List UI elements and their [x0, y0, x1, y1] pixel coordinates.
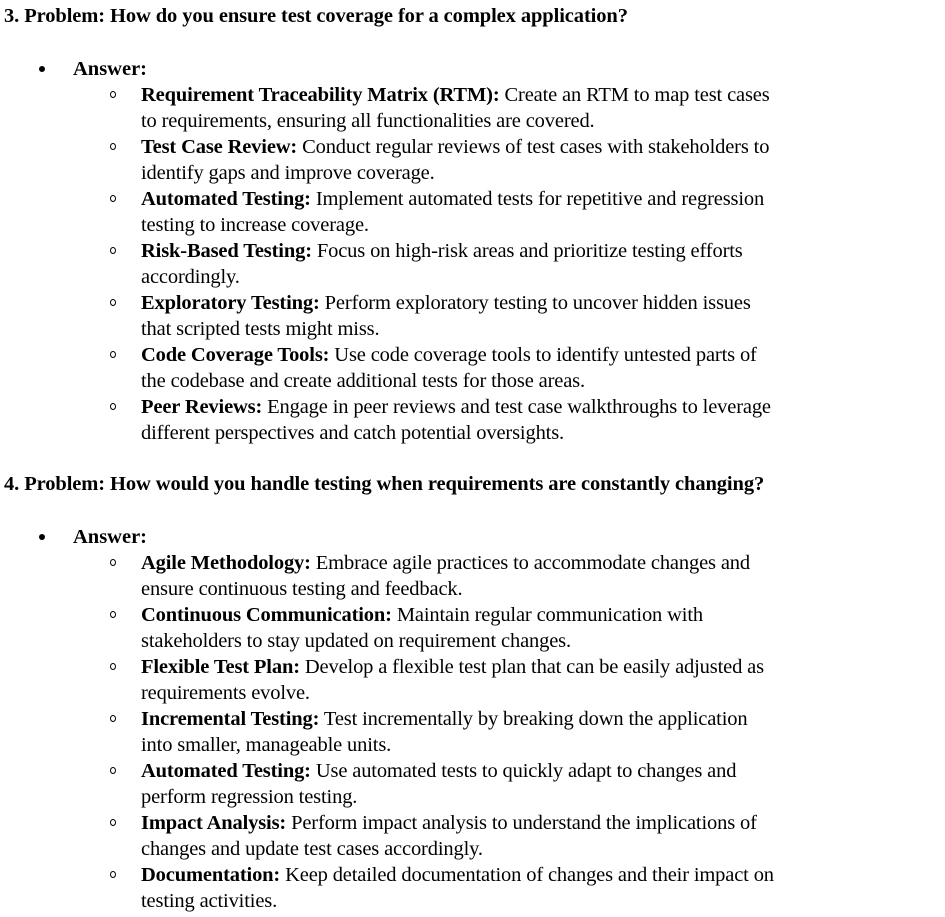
circle-bullet-icon: [110, 663, 116, 670]
list-item-text: [141, 862, 861, 914]
list-item-desc-cont: testing activities.: [141, 890, 278, 912]
list-item-desc-cont: to requirements, ensuring all functionalities are covered.: [141, 110, 595, 132]
list-item-text: [141, 186, 861, 238]
list-item: [0, 82, 945, 134]
circle-bullet-icon: [110, 767, 116, 774]
circle-bullet-icon: [110, 611, 116, 618]
list-item-desc-cont: that scripted tests might miss.: [141, 318, 380, 340]
list-item-desc: Use automated tests to quickly adapt to changes and: [310, 760, 737, 782]
list-item-desc-cont: stakeholders to stay updated on requirement changes.: [141, 630, 571, 652]
list-item-text: [141, 342, 861, 394]
list-item-text: [141, 238, 861, 290]
list-item: [0, 758, 945, 810]
bullet-disc-icon: [39, 534, 45, 540]
list-item-text: [141, 758, 861, 810]
list-item-term: Documentation:: [141, 864, 281, 886]
list-item-desc: Focus on high-risk areas and prioritize testing efforts: [311, 240, 743, 262]
list-item-desc: Use code coverage tools to identify untested parts of: [329, 344, 757, 366]
list-item: [0, 186, 945, 238]
list-item: [0, 394, 945, 446]
answer-label: Answer:: [73, 526, 148, 548]
list-item-desc-cont: the codebase and create additional tests for those areas.: [141, 370, 585, 392]
list-item-text: [141, 290, 861, 342]
circle-bullet-icon: [110, 299, 116, 306]
problem-heading: 3. Problem: How do you ensure test coverage for a complex application?: [4, 5, 628, 27]
answer-row: [0, 525, 945, 551]
list-item: [0, 342, 945, 394]
list-item: [0, 654, 945, 706]
list-item-desc-cont: perform regression testing.: [141, 786, 358, 808]
list-item-desc: Test incrementally by breaking down the application: [319, 708, 748, 730]
list-item-text: [141, 602, 861, 654]
list-item-term: Automated Testing:: [141, 188, 311, 210]
list-item-desc-cont: accordingly.: [141, 266, 240, 288]
circle-bullet-icon: [110, 247, 116, 254]
list-item-desc: Conduct regular reviews of test cases with stakeholders to: [297, 136, 770, 158]
list-item-term: Continuous Communication:: [141, 604, 392, 626]
list-item-term: Incremental Testing:: [141, 708, 320, 730]
list-item-text: [141, 82, 861, 134]
circle-bullet-icon: [110, 91, 116, 98]
circle-bullet-icon: [110, 559, 116, 566]
list-item-desc: Create an RTM to map test cases: [499, 84, 770, 106]
list-item: [0, 238, 945, 290]
circle-bullet-icon: [110, 195, 116, 202]
list-item-desc: Engage in peer reviews and test case walkthroughs to leverage: [262, 396, 771, 418]
list-item: [0, 810, 945, 862]
list-item-desc: Perform exploratory testing to uncover hidden issues: [319, 292, 751, 314]
list-item-term: Flexible Test Plan:: [141, 656, 300, 678]
list-item-desc: Keep detailed documentation of changes and their impact on: [280, 864, 774, 886]
list-item-term: Agile Methodology:: [141, 552, 311, 574]
list-item-desc: Maintain regular communication with: [391, 604, 703, 626]
list-item-term: Risk-Based Testing:: [141, 240, 312, 262]
circle-bullet-icon: [110, 819, 116, 826]
list-item-desc-cont: identify gaps and improve coverage.: [141, 162, 435, 184]
list-item: [0, 134, 945, 186]
circle-bullet-icon: [110, 351, 116, 358]
list-item-term: Code Coverage Tools:: [141, 344, 330, 366]
list-item-desc-cont: requirements evolve.: [141, 682, 310, 704]
list-item-desc: Develop a flexible test plan that can be easily adjusted as: [299, 656, 764, 678]
list-item-term: Peer Reviews:: [141, 396, 263, 418]
circle-bullet-icon: [110, 143, 116, 150]
answer-label: Answer:: [73, 58, 148, 80]
list-item-text: [141, 706, 861, 758]
list-item: [0, 550, 945, 602]
list-item-term: Automated Testing:: [141, 760, 311, 782]
list-item-term: Requirement Traceability Matrix (RTM):: [141, 84, 500, 106]
list-item-desc: Embrace agile practices to accommodate changes and: [310, 552, 750, 574]
list-item-desc: Implement automated tests for repetitive and regression: [310, 188, 765, 210]
list-item-desc: Perform impact analysis to understand the implications of: [286, 812, 757, 834]
list-item-text: [141, 134, 861, 186]
list-item-term: Test Case Review:: [141, 136, 298, 158]
circle-bullet-icon: [110, 715, 116, 722]
list-item-text: [141, 394, 861, 446]
list-item: [0, 706, 945, 758]
list-item-desc-cont: testing to increase coverage.: [141, 214, 369, 236]
list-item-desc-cont: changes and update test cases accordingly.: [141, 838, 483, 860]
list-item-text: [141, 654, 861, 706]
bullet-disc-icon: [39, 66, 45, 72]
circle-bullet-icon: [110, 871, 116, 878]
answer-row: [0, 57, 945, 83]
list-item: [0, 862, 945, 914]
list-item-desc-cont: into smaller, manageable units.: [141, 734, 392, 756]
list-item-text: [141, 810, 861, 862]
list-item: [0, 602, 945, 654]
list-item-desc-cont: different perspectives and catch potential oversights.: [141, 422, 565, 444]
list-item-term: Exploratory Testing:: [141, 292, 320, 314]
list-item-term: Impact Analysis:: [141, 812, 287, 834]
answer-list: [0, 550, 945, 914]
circle-bullet-icon: [110, 403, 116, 410]
answer-list: [0, 82, 945, 446]
list-item: [0, 290, 945, 342]
problem-heading: 4. Problem: How would you handle testing when requirements are constantly changing?: [4, 473, 765, 495]
list-item-text: [141, 550, 861, 602]
list-item-desc-cont: ensure continuous testing and feedback.: [141, 578, 463, 600]
